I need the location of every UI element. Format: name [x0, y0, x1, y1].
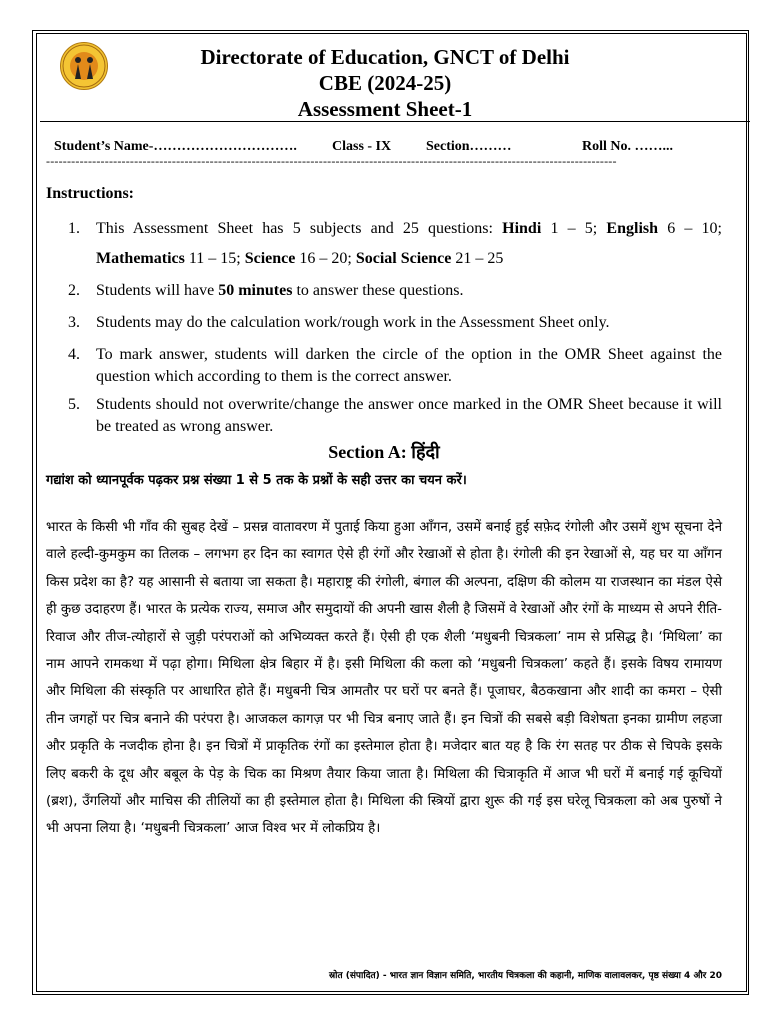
section-field: Section……… [426, 139, 512, 154]
instruction-number: 3. [68, 314, 80, 331]
instruction-number: 5. [68, 396, 80, 413]
instruction-text: to answer these questions. [292, 282, 464, 299]
instruction-emphasis: Hindi [502, 220, 542, 237]
instruction-item [46, 214, 722, 274]
instruction-number: 1. [68, 220, 80, 237]
header-directorate: Directorate of Education, GNCT of Delhi [200, 45, 570, 69]
hindi-passage: भारत के किसी भी गाँव की सुबह देखें – प्रसन्न वातावरण में पुताई किया हुआ आँगन, उसमें बनाई हुई सफ़ेद रंगोली और उसमें शुभ सूचना देने वाले हल्दी-कुमकुम का तिलक – लगभग हर दिन का स्वागत ऐसे ही रंगों और रेखाओं से होता है। रंगोली की इन रेखाओं से, यह घर या आँगन किस प्रदेश का है? यह आसानी से बताया जा सकता है। महाराष्ट्र की रंगोली, बंगाल की अल्पना, दक्षिण की कोलम या राजस्थान का मंडल ऐसे ही कुछ उदाहरण हैं। भारत के प्रत्येक राज्य, समाज और समुदायों की अपनी खास शैली है जिसमें वे रेखाओं और रंगों के माध्यम से अपने रीति-रिवाज और तीज-त्योहारों से जुड़ी परंपराओं को अभिव्यक्त करते हैं। ऐसी ही एक शैली ‘मधुबनी चित्रकला’ नाम से प्रसिद्ध है। ‘मिथिला’ का नाम आपने रामकथा में पढ़ा होगा। मिथिला क्षेत्र बिहार में है। इसी मिथिला की कला को ‘मधुबनी चित्रकला’ कहते हैं। इसके विषय रामायण और मिथिला की संस्कृति पर आधारित होते हैं। मधुबनी चित्र आमतौर पर घरों पर बनते हैं। पूजाघर, बैठकखाना और शादी का कमरा – ऐसी तीन जगहों पर चित्र बनाने की परंपरा है। आजकल कागज़ पर भी चित्र बनाए जाते हैं। इन चित्रों की सबसे बड़ी विशेषता इनका ग्रामीण लहजा और प्रकृति के नजदीक होना है। इन चित्रों में प्राकृतिक रंगों का इस्तेमाल होता है। मजेदार बात यह है कि रंग सतह पर ठीक से चिपके इसके लिए बकरी के दूध और बबूल के पेड़ के चिक का मिश्रण तैयार किया जाता है। मिथिला की चित्राकृति में आज भी घरों में बनाई गई कूचियों (ब्रश), उँगलियों और माचिस की तीलियों का ही इस्तेमाल होता है। मिथिला की स्त्रियों द्वारा शुरू की गई इस घरेलू चित्रकला को अब पुरुषों ने भी अपना लिया है। ‘मधुबनी चित्रकला’ आज विश्व भर में लोकप्रिय है। [46, 520, 722, 837]
instructions-title: Instructions: [46, 185, 135, 202]
instruction-emphasis: Mathematics [96, 250, 185, 267]
instruction-text: Students will have [96, 282, 219, 299]
instruction-number: 4. [68, 346, 80, 363]
instruction-text: 6 – 10; [658, 220, 722, 237]
instruction-emphasis: Science [244, 250, 296, 267]
hindi-instruction: गद्यांश को ध्यानपूर्वक पढ़कर प्रश्न संख्या 1 से 5 तक के प्रश्नों के सही उत्तर का चयन करें। [46, 473, 467, 488]
header-cbe: CBE (2024-25) [318, 71, 452, 95]
instruction-item [46, 394, 722, 438]
instruction-emphasis: Social Science [355, 250, 452, 267]
instructions-list [46, 214, 722, 438]
dashed-divider: ---------------------------------------------------------------------------------------------------------------------------------------- [46, 154, 617, 168]
instruction-text: 1 – 5; [541, 220, 607, 237]
student-name-field: Student’s Name-…………………………. [54, 139, 297, 154]
instruction-text: 16 – 20; [295, 250, 356, 267]
document-header [120, 44, 650, 122]
instruction-text: Students should not overwrite/change the answer once marked in the OMR Sheet because it will be treated as wrong answer. [96, 396, 722, 435]
instruction-text: 11 – 15; [184, 250, 245, 267]
page-border-inner [36, 33, 747, 992]
instruction-text: To mark answer, students will darken the circle of the option in the OMR Sheet against the question which according to them is the correct answer. [96, 346, 722, 385]
instruction-emphasis: English [606, 220, 659, 237]
instruction-number: 2. [68, 282, 80, 299]
section-a-title: Section A: हिंदी [328, 442, 440, 462]
class-field: Class - IX [332, 139, 392, 154]
header-assessment-title: Assessment Sheet-1 [297, 97, 473, 121]
instruction-emphasis: 50 minutes [218, 282, 293, 299]
instruction-item [46, 280, 722, 302]
instruction-item [46, 312, 722, 334]
directorate-logo-icon [60, 42, 108, 90]
instruction-text: This Assessment Sheet has 5 subjects and 25 questions: [96, 220, 503, 237]
source-citation: स्रोत (संपादित) - भारत ज्ञान विज्ञान समिति, भारतीय चित्रकला की कहानी, माणिक वालावलकर, पृष्ठ संख्या 4 और 20 [328, 971, 722, 981]
instruction-item [46, 344, 722, 388]
roll-number-field: Roll No. ……... [582, 139, 673, 154]
header-rule [40, 121, 750, 122]
instruction-text: Students may do the calculation work/rough work in the Assessment Sheet only. [96, 314, 610, 331]
instruction-text: 21 – 25 [451, 250, 504, 267]
